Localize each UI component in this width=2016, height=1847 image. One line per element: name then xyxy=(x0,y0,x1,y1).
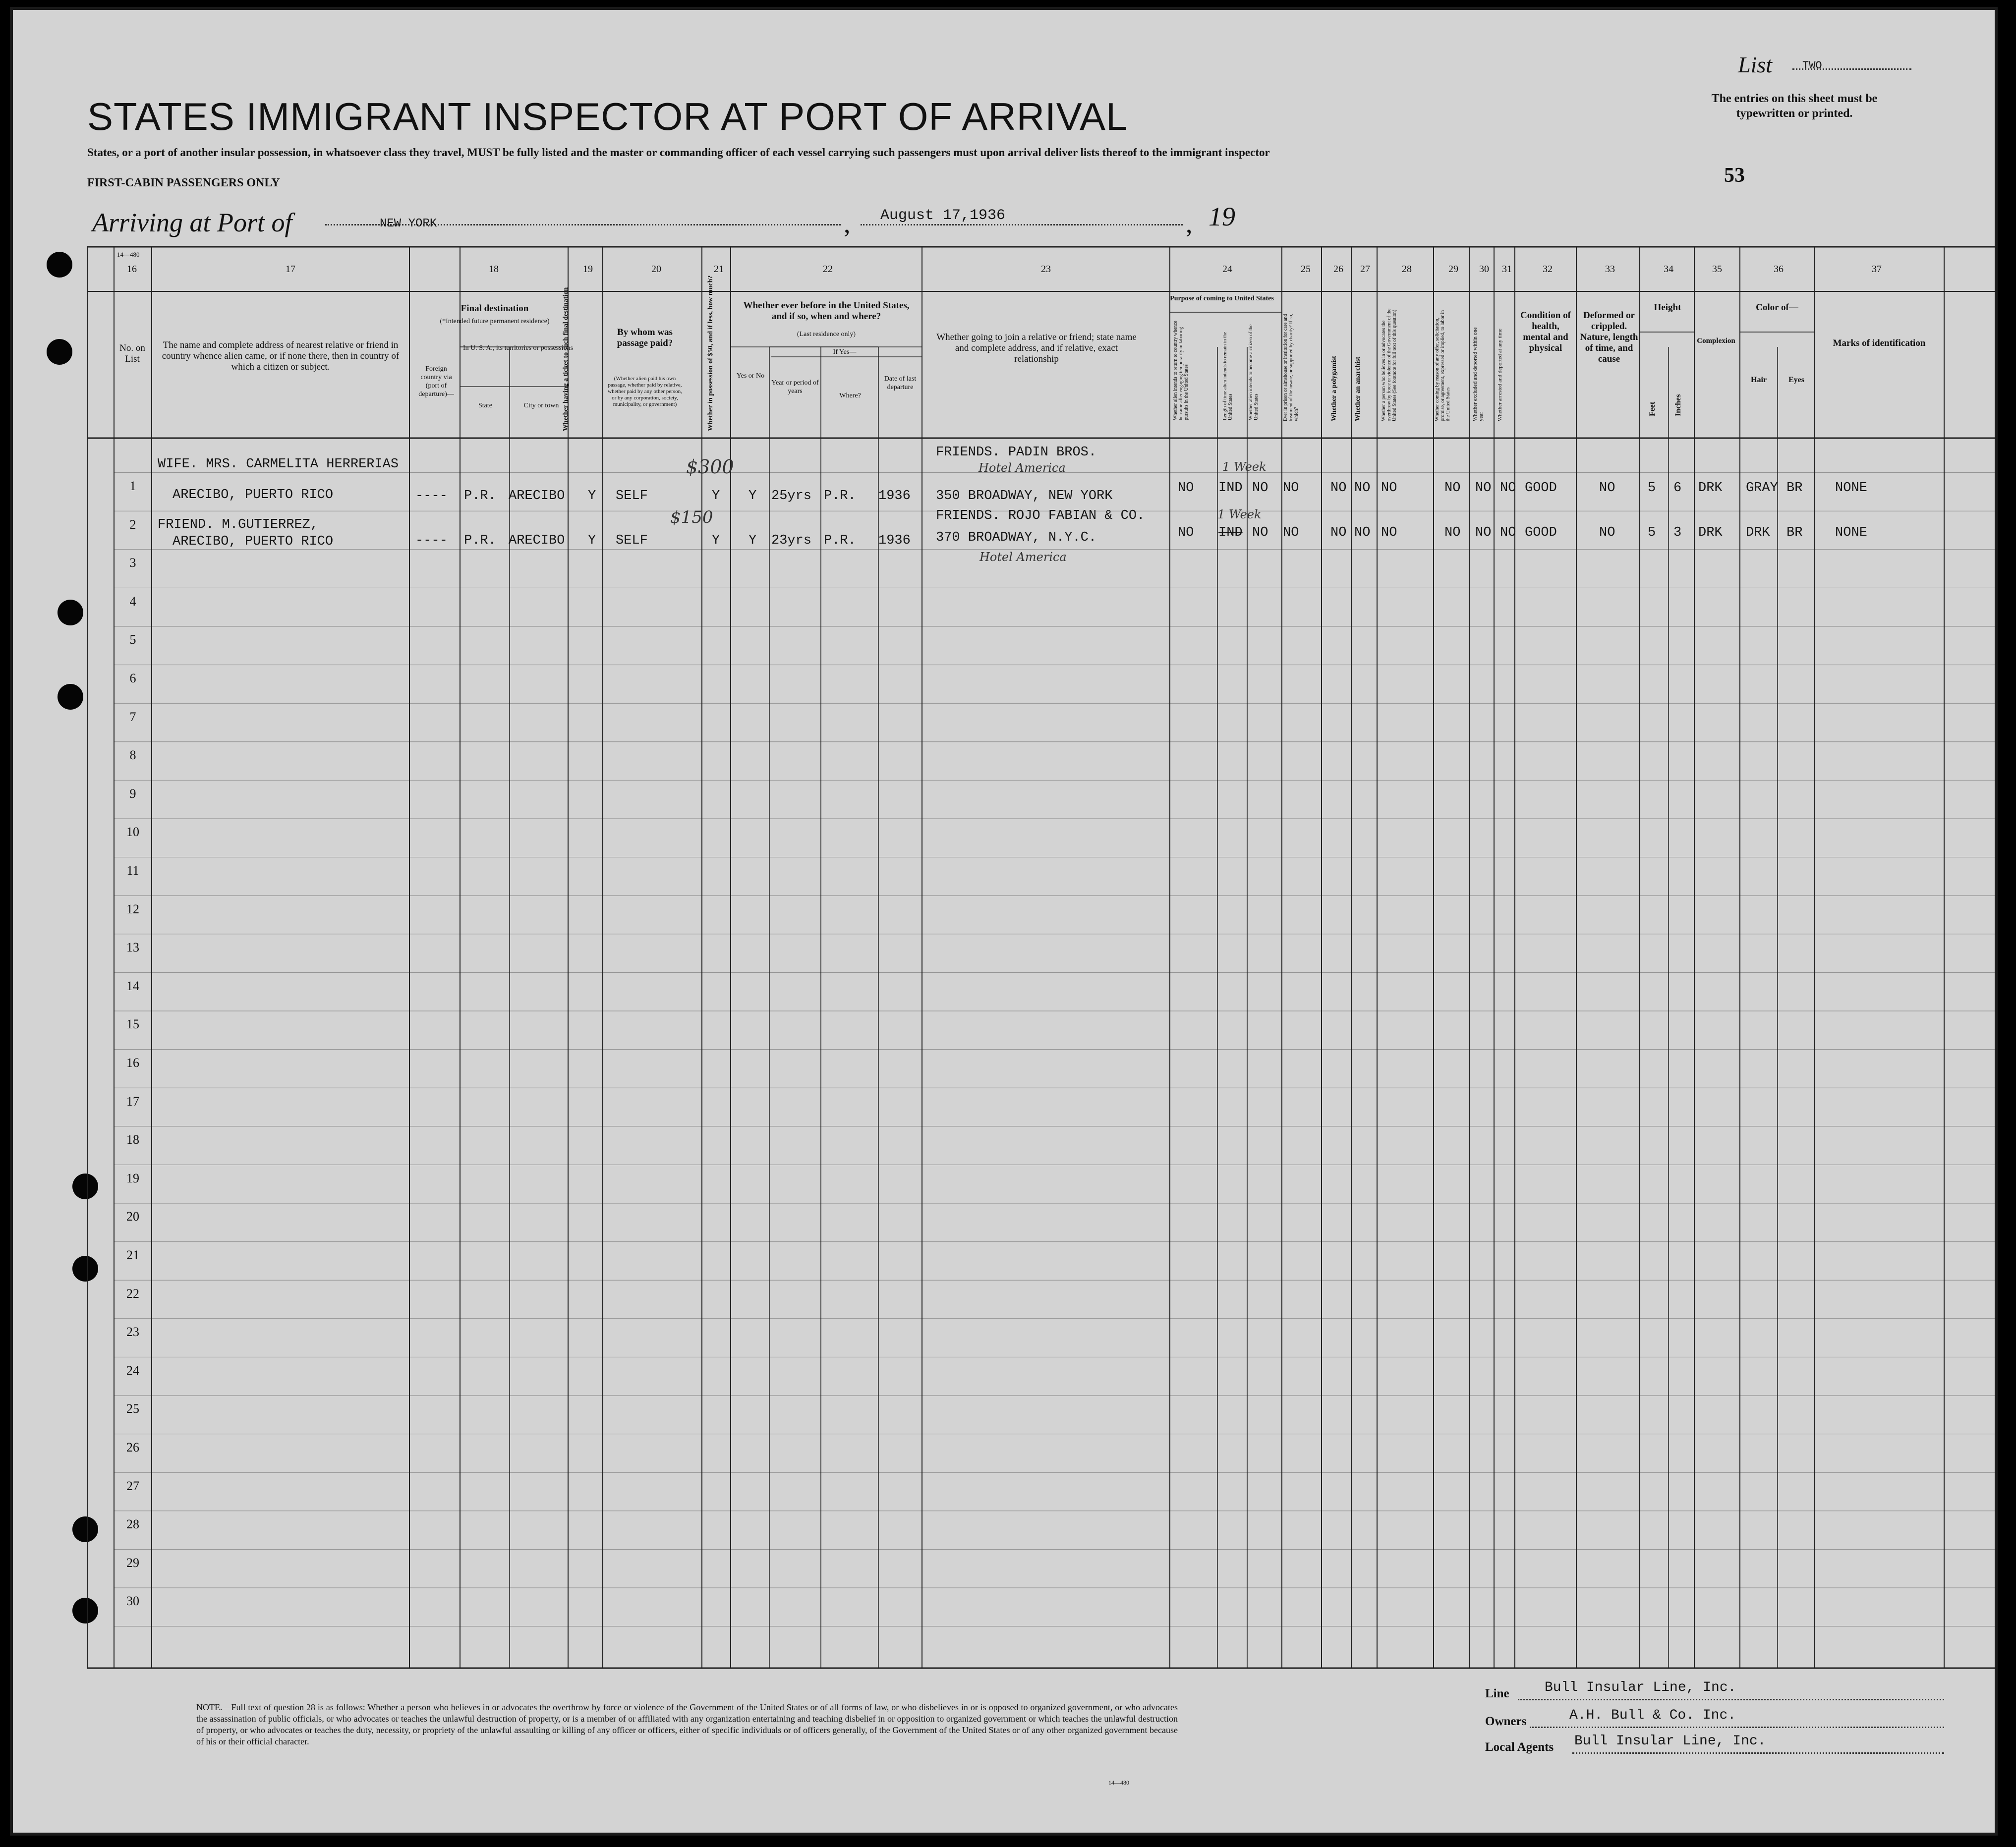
intends-citizen: NO xyxy=(1252,525,1268,540)
column-number: 16 xyxy=(127,264,137,275)
state: P.R. xyxy=(464,489,496,504)
column-number: 37 xyxy=(1872,264,1882,275)
agents-rule xyxy=(1572,1752,1944,1754)
col22-header: Whether ever before in the United States, and if so, when and where? xyxy=(743,300,910,322)
deformed: NO xyxy=(1599,481,1615,496)
col24-return: Whether alien intends to return to country whence he came after engaging temporarily in laboring pursuits in the United States xyxy=(1173,321,1189,420)
col18-city: City or town xyxy=(523,402,559,409)
relative-name: FRIEND. M.GUTIERREZ, xyxy=(158,517,319,532)
relative-name: WIFE. MRS. CARMELITA HERRERIAS xyxy=(158,457,399,472)
state: P.R. xyxy=(464,533,496,548)
row-number: 22 xyxy=(126,1286,139,1301)
col33-header: Deformed or crippled. Nature, length of time, and cause xyxy=(1580,310,1638,364)
eye-color: BR xyxy=(1786,481,1803,496)
intends-return: NO xyxy=(1178,481,1194,496)
row-number: 6 xyxy=(129,671,136,685)
col34-header: Height xyxy=(1654,302,1681,313)
col22-period: Year or period of years xyxy=(771,379,819,395)
list-value: TWO xyxy=(1802,59,1822,72)
col20-header: By whom was passage paid? xyxy=(617,327,673,348)
col23-header: Whether going to join a relative or friend; state name and complete address, and if relative, exact relationship xyxy=(936,332,1137,364)
col24-header: Purpose of coming to United States xyxy=(1170,295,1274,302)
row-number: 18 xyxy=(126,1132,139,1147)
comma: , xyxy=(844,209,851,238)
arrival-date: August 17,1936 xyxy=(880,207,1006,224)
height-feet: 5 xyxy=(1648,525,1656,540)
hair-color: GRAY xyxy=(1746,481,1778,496)
period: 25yrs xyxy=(771,489,812,504)
excluded: NO xyxy=(1475,481,1492,496)
col31-header: Whether arrested and deported at any time xyxy=(1497,329,1503,421)
row-number: 26 xyxy=(126,1440,139,1455)
col32-header: Condition of health, mental and physical xyxy=(1520,310,1571,353)
row-number: 13 xyxy=(126,940,139,955)
comma: , xyxy=(1186,209,1193,238)
height-inches: 3 xyxy=(1673,525,1682,540)
row-number: 28 xyxy=(126,1517,139,1532)
manifest-sheet xyxy=(10,7,1998,1836)
column-number: 17 xyxy=(286,264,295,275)
col18-usa: In U. S. A., its territories or possessions xyxy=(462,344,574,352)
column-number: 20 xyxy=(651,264,661,275)
arrested: NO xyxy=(1500,525,1516,540)
column-number: 24 xyxy=(1222,264,1232,275)
agents-label: Local Agents xyxy=(1485,1740,1554,1754)
manifest-grid xyxy=(13,10,1998,1836)
col21-header: Whether in possession of $50, and if less, how much? xyxy=(707,275,714,431)
row-number: 21 xyxy=(126,1248,139,1262)
col22-where: Where? xyxy=(839,392,861,399)
footnote-text: NOTE.—Full text of question 28 is as follows: Whether a person who believes in or advocates the overthrow by force or violence of the Government of the United States or of all forms of law, or who disbelieves in or is opposed to organized government, or who advocates the assassination of public officials, or who advocates or teaches the unlawful destruction of property, or is a member of or affiliated with any organization entertaining and teaching disbelief in or opposition to organized government or which teaches the unlawful destruction of property, or who advocates or teaches the duty, necessity, or propriety of the unlawful assaulting or killing of any officer or officers, either of specific individuals or of officers generally, of the Government of the United States or of any other organized government because of his or their official character. xyxy=(196,1702,1178,1746)
col22-note: (Last residence only) xyxy=(797,331,856,338)
prison: NO xyxy=(1283,525,1299,540)
date-last-departure: 1936 xyxy=(878,489,911,504)
line-rule xyxy=(1518,1699,1944,1700)
col30-header: Whether excluded and deported within one year xyxy=(1472,327,1484,421)
deformed: NO xyxy=(1599,525,1615,540)
column-number: 34 xyxy=(1664,264,1673,275)
anarchist: NO xyxy=(1354,481,1371,496)
typewritten-note: The entries on this sheet must be typewritten or printed. xyxy=(1711,92,1878,120)
paid-by: SELF xyxy=(616,489,648,504)
relative-address: ARECIBO, PUERTO RICO xyxy=(173,488,334,503)
col20-note: (Whether alien paid his own passage, whether paid by relative, whether paid by any other person, or by any corporation, society, municipality, or government) xyxy=(608,376,682,407)
col24-citizen: Whether alien intends to become a citizen of the United States xyxy=(1248,324,1259,420)
line-value: Bull Insular Line, Inc. xyxy=(1545,1680,1736,1695)
row-number: 5 xyxy=(129,632,136,647)
health: GOOD xyxy=(1525,525,1557,540)
column-number: 18 xyxy=(489,264,499,275)
col26-header: Whether a polygamist xyxy=(1330,356,1338,421)
owners-label: Owners xyxy=(1485,1715,1527,1728)
col29-header: Whether coming by reason of any offer, solicitation, promise, or agreement, expressed or implied, to labor in the United States xyxy=(1435,310,1451,421)
column-number: 30 xyxy=(1479,264,1489,275)
period: 23yrs xyxy=(771,533,812,548)
ticket: Y xyxy=(588,533,596,548)
arrested: NO xyxy=(1500,481,1516,496)
intends-citizen: NO xyxy=(1252,481,1268,496)
foreign-country: ---- xyxy=(415,489,448,504)
row-number: 20 xyxy=(126,1209,139,1224)
row-number: 11 xyxy=(126,863,139,878)
city: ARECIBO xyxy=(509,533,565,548)
line-label: Line xyxy=(1485,1687,1509,1700)
length-annotation: 1 Week xyxy=(1217,507,1262,521)
row-number: 4 xyxy=(129,594,136,609)
column-number: 26 xyxy=(1333,264,1343,275)
col16-header: No. on List xyxy=(119,343,145,364)
column-number: 21 xyxy=(714,264,724,275)
row-number: 24 xyxy=(126,1363,139,1378)
before-in-us: Y xyxy=(749,533,757,548)
row-number: 10 xyxy=(126,825,139,840)
col22-ifyes: If Yes— xyxy=(833,348,857,356)
complexion: DRK xyxy=(1698,481,1723,496)
where: P.R. xyxy=(824,533,856,548)
city: ARECIBO xyxy=(509,489,565,504)
row-number: 14 xyxy=(126,978,139,993)
joining-name: FRIENDS. ROJO FABIAN & CO. xyxy=(936,508,1145,523)
eye-color: BR xyxy=(1786,525,1803,540)
sheet-number: 53 xyxy=(1724,164,1745,187)
col18-foreign: Foreign country via (port of departure)— xyxy=(418,365,454,398)
length-of-stay: IND xyxy=(1218,481,1243,496)
form-number-bottom: 14—480 xyxy=(1108,1779,1129,1786)
labor-offer: NO xyxy=(1444,525,1461,540)
row-number: 25 xyxy=(126,1401,139,1416)
anarchist: NO xyxy=(1354,525,1371,540)
length-annotation: 1 Week xyxy=(1222,460,1267,474)
owners-value: A.H. Bull & Co. Inc. xyxy=(1569,1708,1736,1723)
row-number: 27 xyxy=(126,1478,139,1493)
col34-inches: Inches xyxy=(1674,394,1682,416)
row-number: 9 xyxy=(129,786,136,801)
excluded: NO xyxy=(1475,525,1492,540)
money: Y xyxy=(712,489,720,504)
owners-rule xyxy=(1530,1727,1944,1728)
money-annotation: $150 xyxy=(670,507,713,527)
col22-yesno: Yes or No xyxy=(736,372,765,380)
before-in-us: Y xyxy=(749,489,757,504)
column-number: 32 xyxy=(1543,264,1553,275)
overthrow: NO xyxy=(1381,525,1397,540)
col22-date: Date of last departure xyxy=(884,375,917,391)
row-number: 8 xyxy=(129,748,136,763)
joining-annotation: Hotel America xyxy=(979,550,1067,564)
class-note: FIRST-CABIN PASSENGERS ONLY xyxy=(87,176,280,189)
overthrow: NO xyxy=(1381,481,1397,496)
polygamist: NO xyxy=(1330,525,1347,540)
row-number: 29 xyxy=(126,1555,139,1570)
complexion: DRK xyxy=(1698,525,1723,540)
intends-return: NO xyxy=(1178,525,1194,540)
row-number: 30 xyxy=(126,1594,139,1609)
col37-header: Marks of identification xyxy=(1833,338,1926,348)
money: Y xyxy=(712,533,720,548)
instructions-text: States, or a port of another insular possession, in whatsoever class they travel, MUST be fully listed and the master or commanding officer of each vessel carrying such passengers must upon arrival deliver lists thereof to the immigrant inspector xyxy=(87,146,1270,159)
row-number: 19 xyxy=(126,1171,139,1185)
column-number: 19 xyxy=(583,264,593,275)
relative-address: ARECIBO, PUERTO RICO xyxy=(173,534,334,549)
row-number: 2 xyxy=(129,517,136,532)
arriving-label: Arriving at Port of xyxy=(92,208,292,237)
ticket: Y xyxy=(588,489,596,504)
marks: NONE xyxy=(1835,481,1867,496)
column-number: 23 xyxy=(1041,264,1051,275)
col19-header: Whether having a ticket to such final destination xyxy=(562,287,570,431)
date-last-departure: 1936 xyxy=(878,533,911,548)
row-number: 12 xyxy=(126,901,139,916)
col36-hair: Hair xyxy=(1751,376,1767,384)
column-number: 36 xyxy=(1774,264,1784,275)
height-inches: 6 xyxy=(1673,481,1682,496)
joining-annotation: Hotel America xyxy=(979,461,1066,475)
col36-eyes: Eyes xyxy=(1788,376,1804,384)
col28-header: Whether a person who believes in or advocates the overthrow by force or violence of the Government of the United States (See footnote for full text of this question) xyxy=(1381,308,1397,421)
col24-length: Length of time alien intends to remain in the United States xyxy=(1222,332,1233,420)
polygamist: NO xyxy=(1330,481,1347,496)
length-of-stay: IND xyxy=(1218,525,1243,540)
labor-offer: NO xyxy=(1444,481,1461,496)
column-number: 25 xyxy=(1301,264,1311,275)
col34-feet: Feet xyxy=(1648,401,1657,416)
joining-address: 350 BROADWAY, NEW YORK xyxy=(936,489,1113,504)
row-number: 3 xyxy=(129,556,136,570)
joining-address: 370 BROADWAY, N.Y.C. xyxy=(936,530,1097,545)
col17-header: The name and complete address of nearest relative or friend in country whence alien came, or if none there, then in country of which a citizen or subject. xyxy=(162,340,400,372)
year-prefix: 19 xyxy=(1209,202,1235,231)
port-value: NEW YORK xyxy=(380,217,437,230)
prison: NO xyxy=(1283,481,1299,496)
health: GOOD xyxy=(1525,481,1557,496)
where: P.R. xyxy=(824,489,856,504)
row-number: 23 xyxy=(126,1325,139,1340)
form-number-top: 14—480 xyxy=(117,251,140,258)
money-annotation: $300 xyxy=(686,456,734,478)
col36-header: Color of— xyxy=(1756,302,1798,313)
joining-name: FRIENDS. PADIN BROS. xyxy=(936,445,1097,460)
column-number: 29 xyxy=(1448,264,1458,275)
row-number: 17 xyxy=(126,1094,139,1109)
hair-color: DRK xyxy=(1746,525,1770,540)
row-number: 7 xyxy=(129,709,136,724)
column-number: 22 xyxy=(823,264,833,275)
row-number: 16 xyxy=(126,1056,139,1070)
foreign-country: ---- xyxy=(415,533,448,548)
col18-state: State xyxy=(478,402,492,409)
column-number: 27 xyxy=(1360,264,1370,275)
column-number: 35 xyxy=(1712,264,1722,275)
marks: NONE xyxy=(1835,525,1867,540)
column-number: 33 xyxy=(1605,264,1615,275)
col18-subtitle: (*Intended future permanent residence) xyxy=(440,318,550,325)
row-number: 1 xyxy=(129,479,136,493)
col35-header: Complexion xyxy=(1697,337,1735,345)
height-feet: 5 xyxy=(1648,481,1656,496)
row-number: 15 xyxy=(126,1017,139,1032)
agents-value: Bull Insular Line, Inc. xyxy=(1574,1734,1766,1749)
list-label: List xyxy=(1738,52,1773,77)
column-number: 28 xyxy=(1402,264,1412,275)
column-number: 31 xyxy=(1502,264,1512,275)
col25-header: Ever in prison or almshouse or institution for care and treatment of the insane, or supported by charity? If so, which? xyxy=(1283,314,1299,421)
col27-header: Whether an anarchist xyxy=(1354,356,1362,421)
form-title: STATES IMMIGRANT INSPECTOR AT PORT OF ARRIVAL xyxy=(87,95,1128,138)
paid-by: SELF xyxy=(616,533,648,548)
col18-header: Final destination xyxy=(461,303,529,314)
